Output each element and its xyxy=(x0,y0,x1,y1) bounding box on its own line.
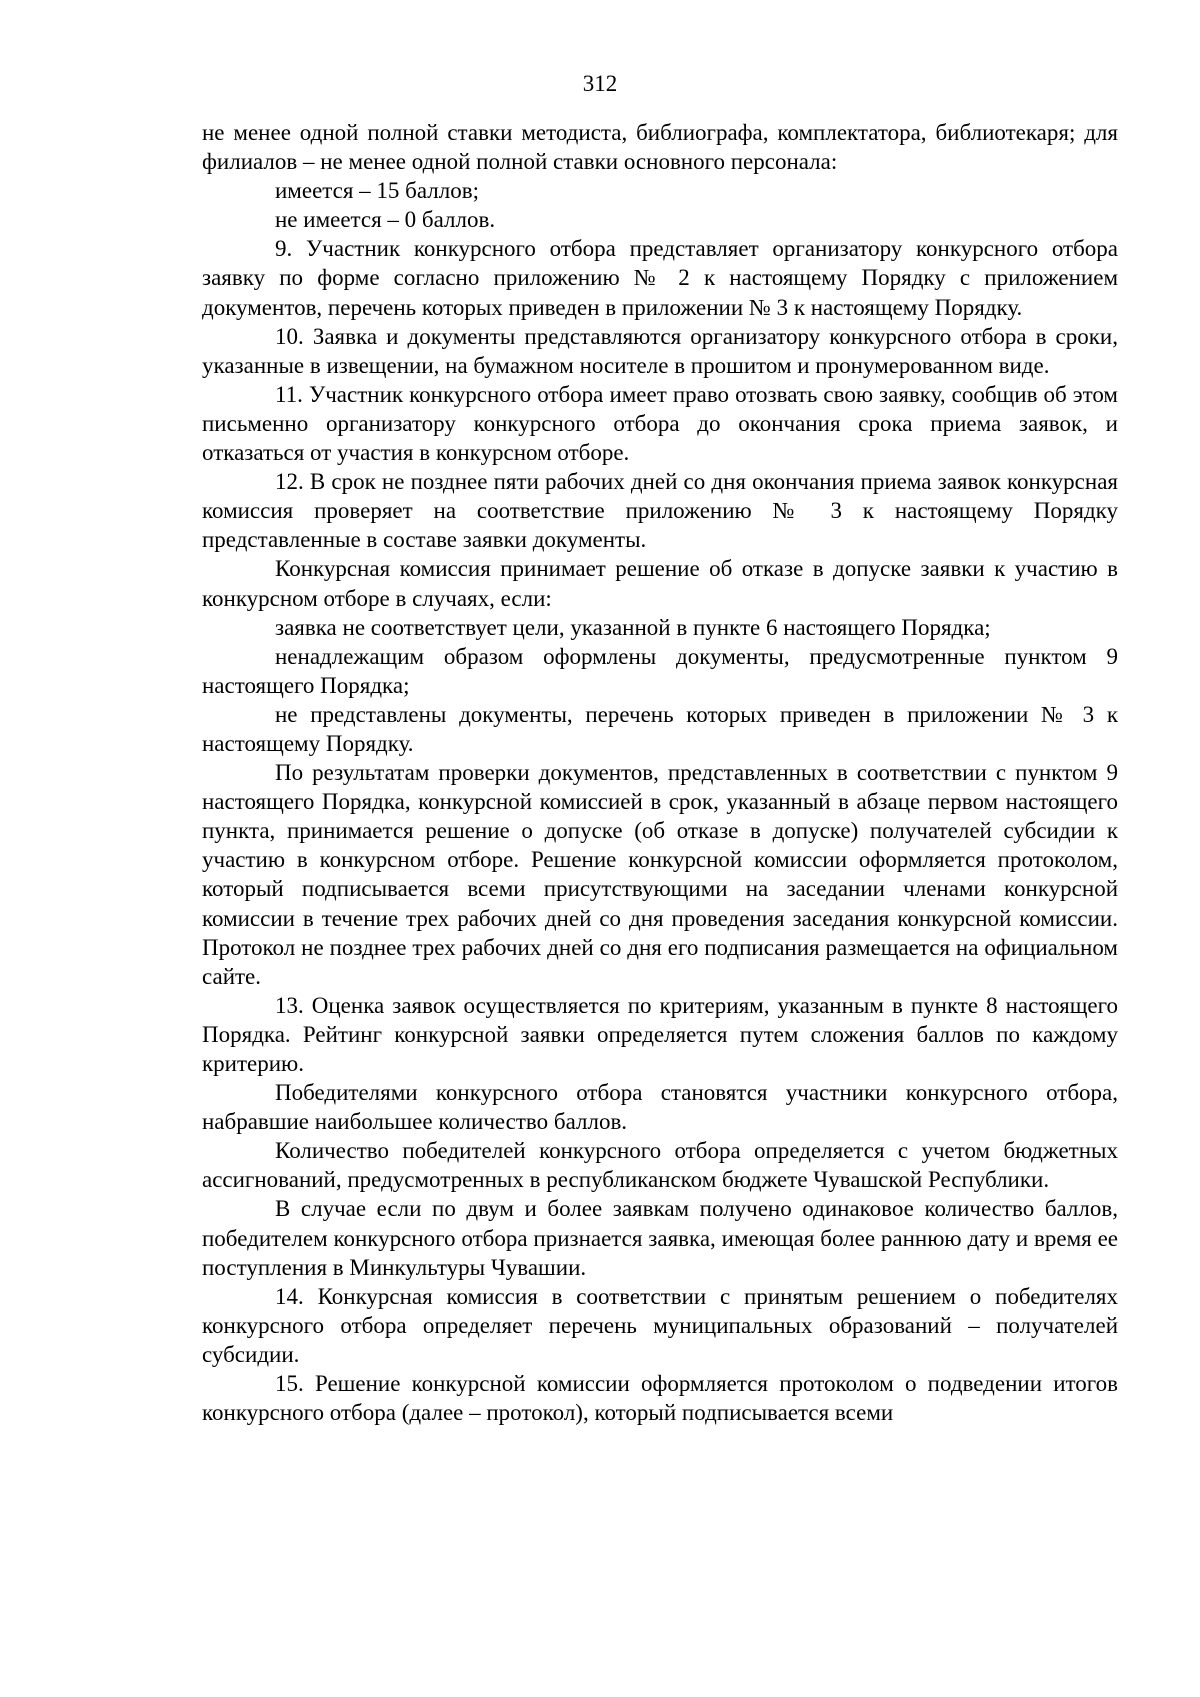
paragraph: не имеется – 0 баллов. xyxy=(275,207,496,233)
paragraph: 10. Заявка и документы представляются организатору конкурсного отбора в сроки, указанные в извещении, на бумажном носителе в прошитом и пронумерованном виде. xyxy=(202,323,1118,378)
paragraph: Количество победителей конкурсного отбора определяется с учетом бюджетных ассигнований, предусмотренных в республиканском бюджете Чувашской Республики. xyxy=(202,1138,1118,1193)
paragraph: 12. В срок не позднее пяти рабочих дней со дня окончания приема заявок конкурсная комиссия проверяет на соответствие приложению № 3 к настоящему Порядку представленные в составе заявки документы. xyxy=(202,469,1118,553)
paragraph: По результатам проверки документов, представленных в соответствии с пунктом 9 настоящего Порядка, конкурсной комиссией в срок, указанный в абзаце первом настоящего пункта, принимается решение о допуске (об отказе в допуске) получателей субсидии к участию в конкурсном отборе. Решение конкурсной комиссии оформляется протоколом, который подписывается всеми присутствующими на заседании членами конкурсной комиссии в течение трех рабочих дней со дня проведения заседания конкурсной комиссии. Протокол не позднее трех рабочих дней со дня его подписания размещается на официальном сайте. xyxy=(202,760,1118,989)
paragraph: 14. Конкурсная комиссия в соответствии с принятым решением о победителях конкурсного отбора определяет перечень муниципальных образований – получателей субсидии. xyxy=(202,1283,1118,1367)
page-number: 312 xyxy=(582,71,618,96)
paragraph: заявка не соответствует цели, указанной в пункте 6 настоящего Порядка; xyxy=(275,614,991,640)
paragraph: 11. Участник конкурсного отбора имеет право отозвать свою заявку, сообщив об этом письменно организатору конкурсного отбора до окончания срока приема заявок, и отказаться от участия в конкурсном отборе. xyxy=(202,381,1118,466)
paragraph: Победителями конкурсного отбора становятся участники конкурсного отбора, набравшие наибольшее количество баллов. xyxy=(202,1080,1118,1135)
paragraph: не представлены документы, перечень которых приведен в приложении № 3 к настоящему Порядку. xyxy=(202,701,1118,756)
paragraph: имеется – 15 баллов; xyxy=(275,178,479,204)
paragraph: Конкурсная комиссия принимает решение об отказе в допуске заявки к участию в конкурсном отборе в случаях, если: xyxy=(202,556,1118,611)
paragraph: 9. Участник конкурсного отбора представляет организатору конкурсного отбора заявку по форме согласно приложению № 2 к настоящему Порядку с приложением документов, перечень которых приведен в приложении № 3 к настоящему Порядку. xyxy=(202,236,1118,320)
document-body xyxy=(202,118,1118,1427)
paragraph: не менее одной полной ставки методиста, библиографа, комплектатора, библиотекаря; для филиалов – не менее одной полной ставки основного персонала: xyxy=(202,120,1118,175)
paragraph: В случае если по двум и более заявкам получено одинаковое количество баллов, победителем конкурсного отбора признается заявка, имеющая более раннюю дату и время ее поступления в Минкультуры Чувашии. xyxy=(202,1196,1118,1280)
paragraph: ненадлежащим образом оформлены документы, предусмотренные пунктом 9 настоящего Порядка; xyxy=(202,643,1118,698)
paragraph: 15. Решение конкурсной комиссии оформляется протоколом о подведении итогов конкурсного отбора (далее – протокол), который подписывается всеми xyxy=(202,1371,1118,1426)
paragraph: 13. Оценка заявок осуществляется по критериям, указанным в пункте 8 настоящего Порядка. Рейтинг конкурсной заявки определяется путем сложения баллов по каждому критерию. xyxy=(202,992,1118,1076)
